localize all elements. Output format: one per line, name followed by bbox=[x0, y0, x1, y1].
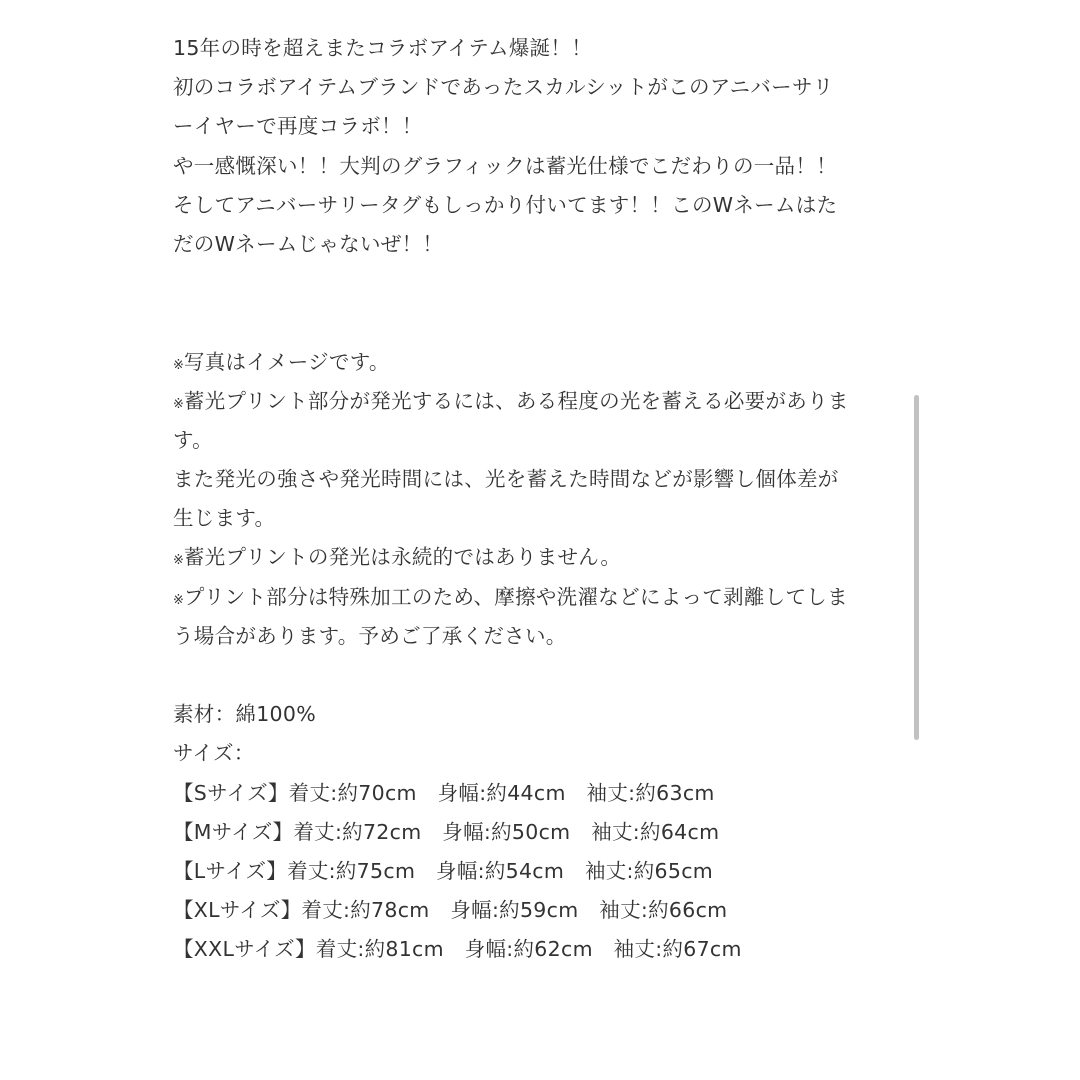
intro-line: 初のコラボアイテムブランドであったスカルシットがこのアニバーサリ bbox=[173, 75, 834, 100]
scrollbar[interactable] bbox=[911, 395, 921, 740]
spacer bbox=[173, 303, 903, 342]
note-text: す。 bbox=[173, 427, 213, 452]
size-heading: サイズ： bbox=[173, 741, 255, 766]
spacer bbox=[173, 264, 903, 303]
note-text: 写真はイメージです。 bbox=[183, 349, 390, 374]
note-permanence bbox=[173, 538, 903, 577]
note-text: う場合があります。予めご了承ください。 bbox=[173, 623, 567, 648]
scrollbar-thumb[interactable] bbox=[914, 395, 919, 740]
intro-line: 15年の時を超えまたコラボアイテム爆誕！！ bbox=[173, 36, 593, 60]
size-row-m: 【Mサイズ】着丈:約72cm 身幅:約50cm 袖丈:約64cm bbox=[173, 819, 720, 844]
intro-line: や一感慨深い！！大判のグラフィックは蓄光仕様でこだわりの一品！！ bbox=[173, 153, 837, 178]
size-row-xl: 【XLサイズ】着丈:約78cm 身幅:約59cm 袖丈:約66cm bbox=[173, 898, 728, 923]
size-row-xxl: 【XXLサイズ】着丈:約81cm 身幅:約62cm 袖丈:約67cm bbox=[173, 937, 742, 962]
intro-line: だのWネームじゃないぜ！！ bbox=[173, 231, 444, 256]
note-print bbox=[173, 578, 903, 617]
note-luminous bbox=[173, 382, 903, 421]
note-photo bbox=[173, 343, 903, 382]
spacer bbox=[173, 656, 903, 695]
note-text: プリント部分は特殊加工のため、摩擦や洗濯などによって剥離してしま bbox=[183, 584, 848, 609]
reference-mark: ※ bbox=[173, 357, 184, 373]
intro-line: そしてアニバーサリータグもしっかり付いてます！！このWネームはた bbox=[173, 192, 838, 217]
intro-line: ーイヤーで再度コラボ！！ bbox=[173, 114, 423, 139]
reference-mark: ※ bbox=[173, 553, 184, 569]
note-text: 蓄光プリントの発光は永続的ではありません。 bbox=[183, 545, 622, 570]
product-description bbox=[173, 29, 903, 970]
note-text: 生じます。 bbox=[173, 506, 276, 531]
note-text: また発光の強さや発光時間には、光を蓄えた時間などが影響し個体差が bbox=[173, 467, 839, 492]
reference-mark: ※ bbox=[173, 396, 184, 412]
reference-mark: ※ bbox=[173, 592, 184, 608]
note-text: 蓄光プリント部分が発光するには、ある程度の光を蓄える必要がありま bbox=[183, 388, 849, 413]
size-row-s: 【Sサイズ】着丈:約70cm 身幅:約44cm 袖丈:約63cm bbox=[173, 780, 715, 805]
material-label: 素材：綿100% bbox=[173, 702, 317, 727]
size-row-l: 【Lサイズ】着丈:約75cm 身幅:約54cm 袖丈:約65cm bbox=[173, 858, 714, 883]
